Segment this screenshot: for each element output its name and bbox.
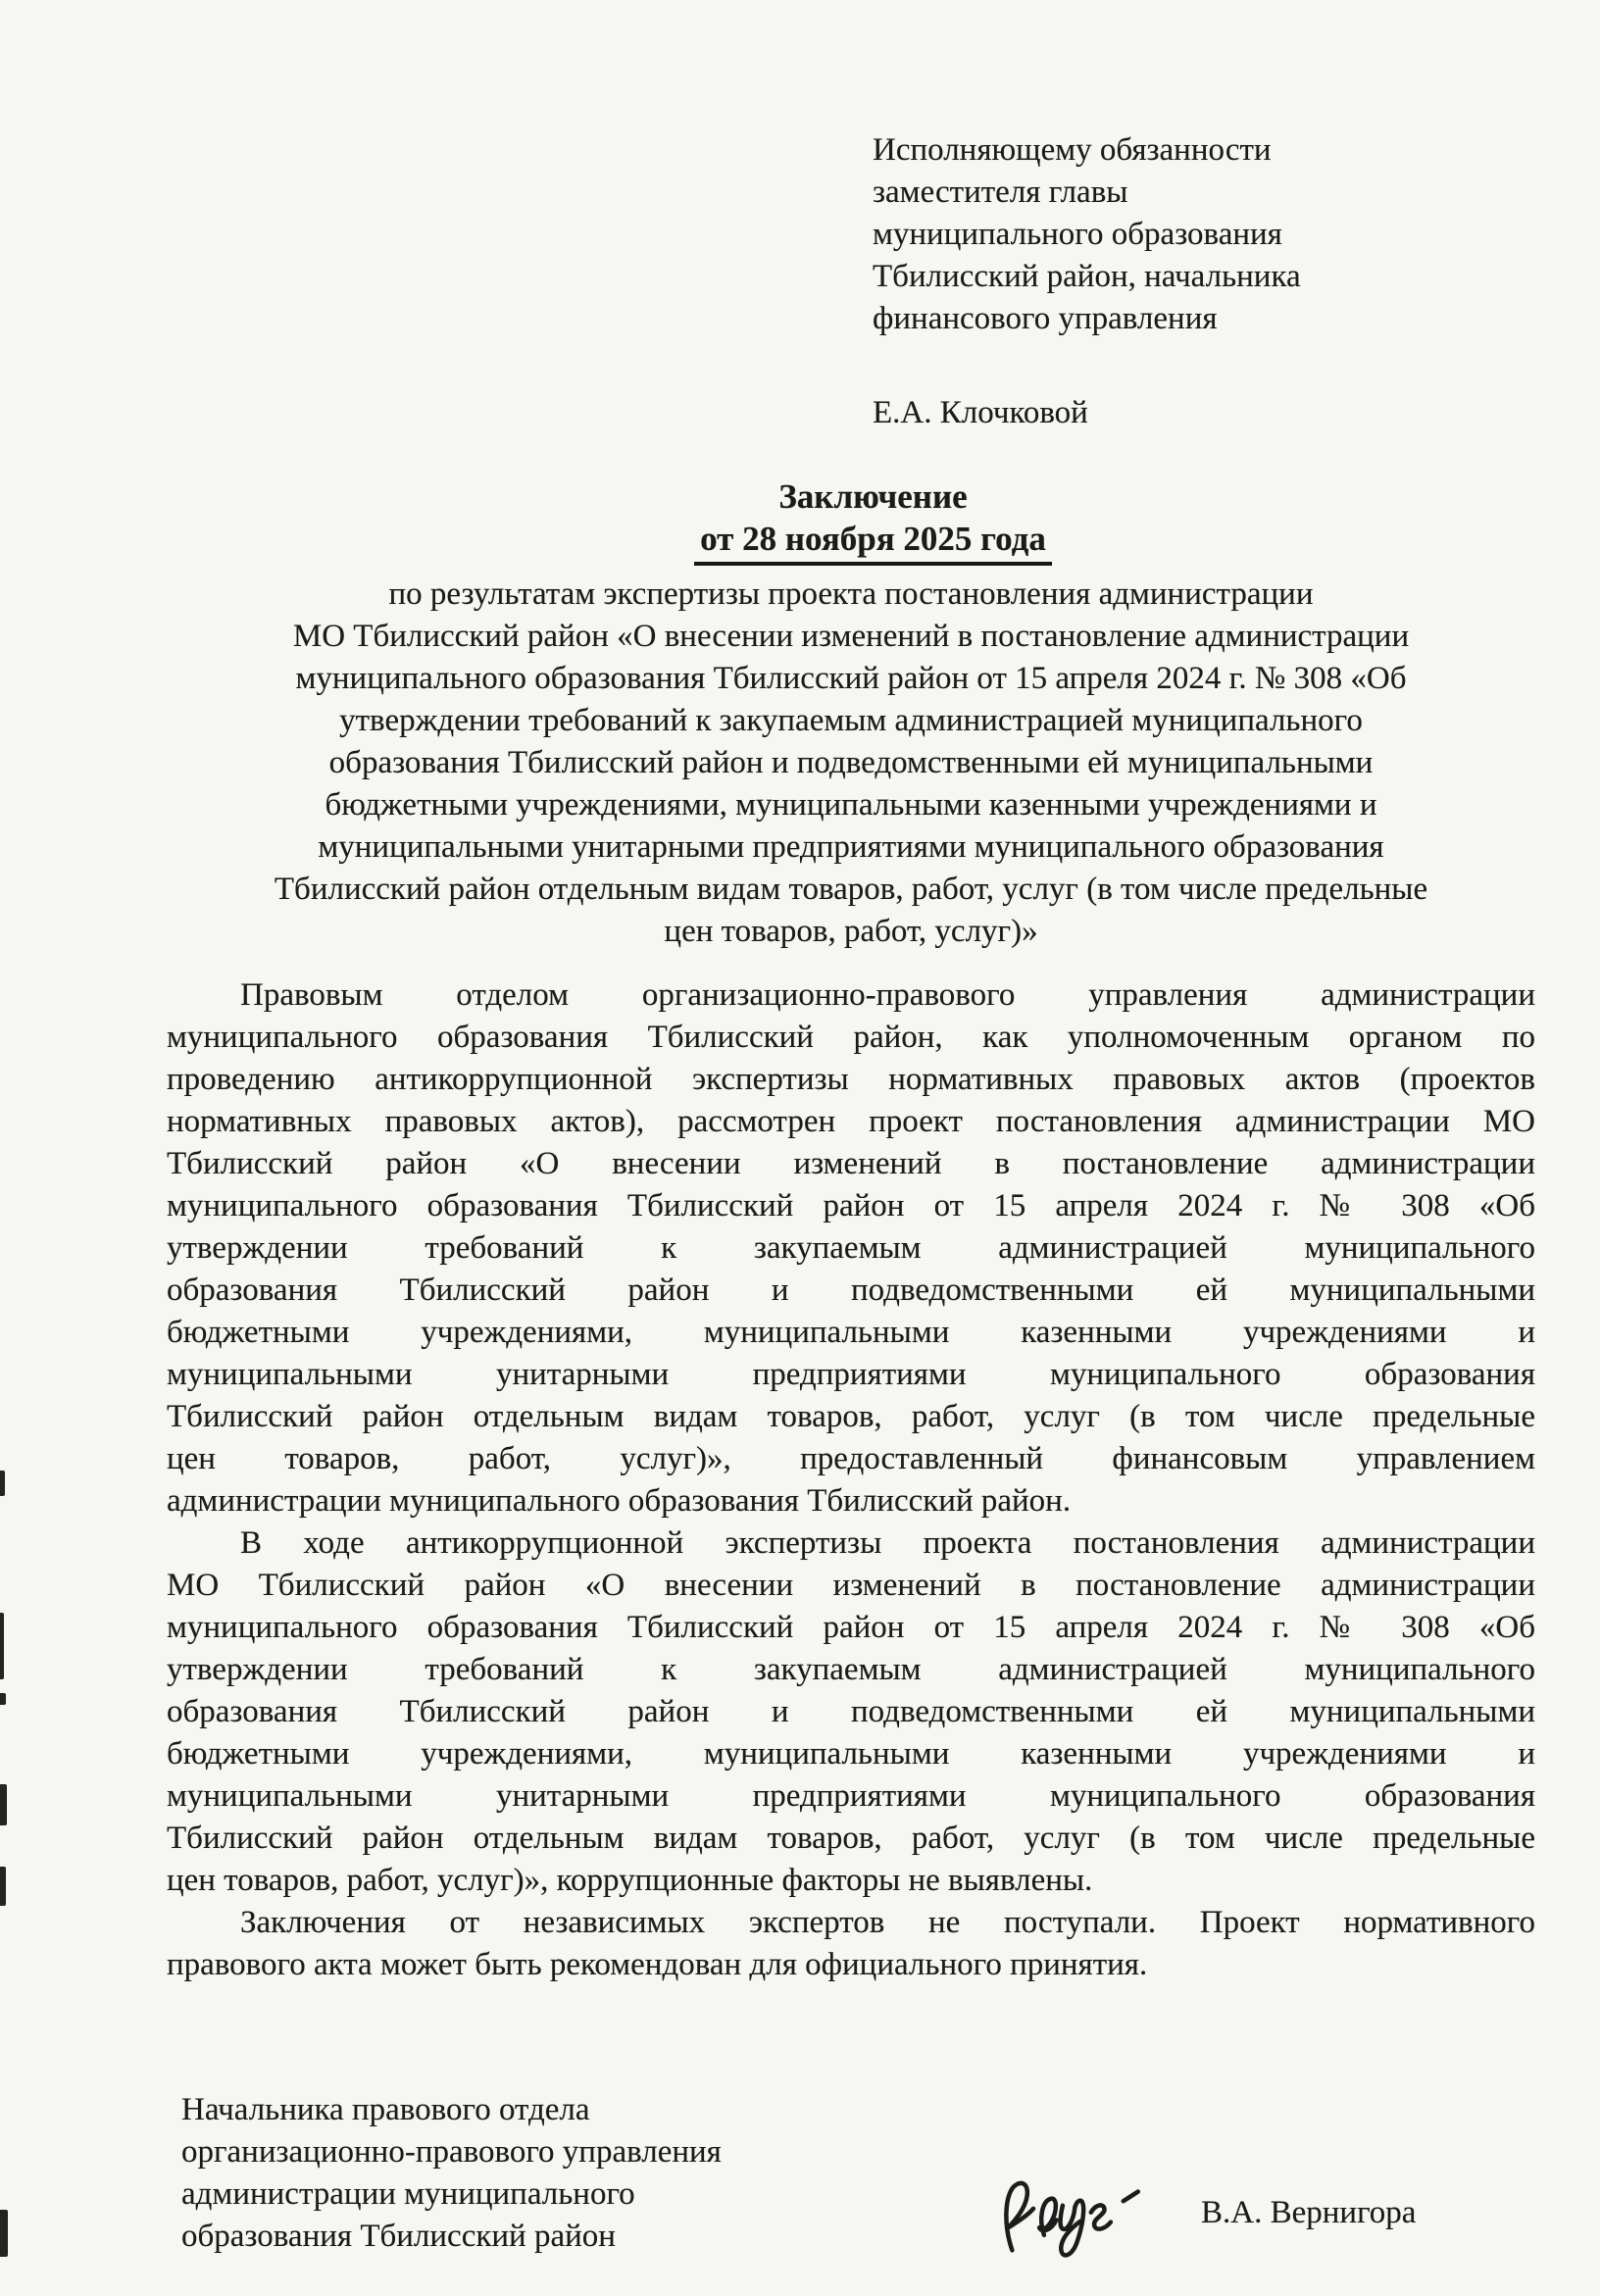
subject-paragraph [167, 574, 1535, 953]
body-paragraph-1 [167, 974, 1535, 1522]
body-text-line: муниципальными унитарными предприятиями муниципального образования [167, 1357, 1535, 1392]
body-text-line: муниципальными унитарными предприятиями муниципального образования [167, 1778, 1535, 1814]
body-text-line: образования Тбилисский район и подведомственными ей муниципальными [167, 1694, 1535, 1729]
body-text-line: Тбилисский район «О внесении изменений в постановление администрации [167, 1146, 1535, 1181]
body-text-line: муниципального образования Тбилисский район, как уполномоченным органом по [167, 1020, 1535, 1055]
subject-line: утверждении требований к закупаемым администрацией муниципального [339, 703, 1363, 738]
subject-line: МО Тбилисский район «О внесении изменений в постановление администрации [292, 619, 1410, 654]
signer-name: В.А. Вернигора [1201, 2195, 1417, 2230]
body-text-line: цен товаров, работ, услуг)», коррупционные факторы не выявлены. [167, 1863, 1093, 1898]
body-text-line: Тбилисский район отдельным видам товаров, работ, услуг (в том числе предельные [167, 1821, 1535, 1856]
addressee-block [873, 129, 1535, 340]
body-text-line: образования Тбилисский район и подведомственными ей муниципальными [167, 1273, 1535, 1308]
document-title-block [211, 475, 1535, 566]
document-date-line [211, 518, 1535, 566]
body-text-line: утверждении требований к закупаемым администрацией муниципального [167, 1230, 1535, 1266]
addressee-line: муниципального образования [873, 217, 1282, 252]
body-text-line: Правовым отделом организационно-правового управления администрации [240, 977, 1535, 1013]
subject-line: Тбилисский район отдельным видам товаров, работ, услуг (в том числе предельные [274, 872, 1428, 907]
signer-position-line: Начальника правового отдела [181, 2092, 590, 2127]
signer-position [181, 2089, 722, 2258]
body-text-line: бюджетными учреждениями, муниципальными казенными учреждениями и [167, 1315, 1535, 1350]
recipient-name: Е.А. Клочковой [873, 395, 1088, 430]
subject-line: цен товаров, работ, услуг)» [664, 914, 1038, 949]
body-paragraph-3 [167, 1902, 1535, 1986]
handwritten-signature-icon [990, 2156, 1185, 2272]
addressee-line: Исполняющему обязанности [873, 132, 1272, 168]
body-text-line: муниципального образования Тбилисский район от 15 апреля 2024 г. № 308 «Об [167, 1610, 1535, 1645]
body-text-line: утверждении требований к закупаемым администрацией муниципального [167, 1652, 1535, 1687]
document-title: Заключение [778, 477, 968, 516]
body-text-line: нормативных правовых актов), рассмотрен проект постановления администрации МО [167, 1104, 1535, 1139]
document-date: от 28 ноября 2025 года [694, 518, 1052, 566]
body-text-line: муниципального образования Тбилисский район от 15 апреля 2024 г. № 308 «Об [167, 1188, 1535, 1223]
addressee-line: финансового управления [873, 301, 1218, 336]
body-text-line: цен товаров, работ, услуг)», предоставленный финансовым управлением [167, 1441, 1535, 1476]
document-content [0, 129, 1600, 2296]
body-text-line: Заключения от независимых экспертов не поступали. Проект нормативного [240, 1905, 1535, 1940]
addressee-line: Тбилисский район, начальника [873, 259, 1301, 294]
signer-position-line: администрации муниципального [181, 2176, 635, 2212]
body-text-line: проведению антикоррупционной экспертизы нормативных правовых актов (проектов [167, 1062, 1535, 1097]
addressee-line: заместителя главы [873, 175, 1128, 210]
subject-line: бюджетными учреждениями, муниципальными казенными учреждениями и [325, 787, 1377, 823]
body-text-line: МО Тбилисский район «О внесении изменений в постановление администрации [167, 1568, 1535, 1603]
subject-line: муниципального образования Тбилисский район от 15 апреля 2024 г. № 308 «Об [295, 661, 1407, 696]
signer-position-line: организационно-правового управления [181, 2134, 722, 2170]
body-paragraph-2 [167, 1522, 1535, 1902]
signature-block [167, 2089, 1535, 2296]
body-text-line: администрации муниципального образования Тбилисский район. [167, 1483, 1072, 1519]
body-text-line: Тбилисский район отдельным видам товаров, работ, услуг (в том числе предельные [167, 1399, 1535, 1434]
subject-line: образования Тбилисский район и подведомственными ей муниципальными [328, 745, 1374, 780]
subject-line: по результатам экспертизы проекта постановления администрации [388, 576, 1314, 612]
subject-line: муниципальными унитарными предприятиями муниципального образования [318, 829, 1384, 865]
body-text-line: правового акта может быть рекомендован для официального принятия. [167, 1947, 1148, 1982]
body-text-line: В ходе антикоррупционной экспертизы проекта постановления администрации [240, 1525, 1535, 1561]
body-text-line: бюджетными учреждениями, муниципальными казенными учреждениями и [167, 1736, 1535, 1772]
signer-position-line: образования Тбилисский район [181, 2219, 616, 2254]
